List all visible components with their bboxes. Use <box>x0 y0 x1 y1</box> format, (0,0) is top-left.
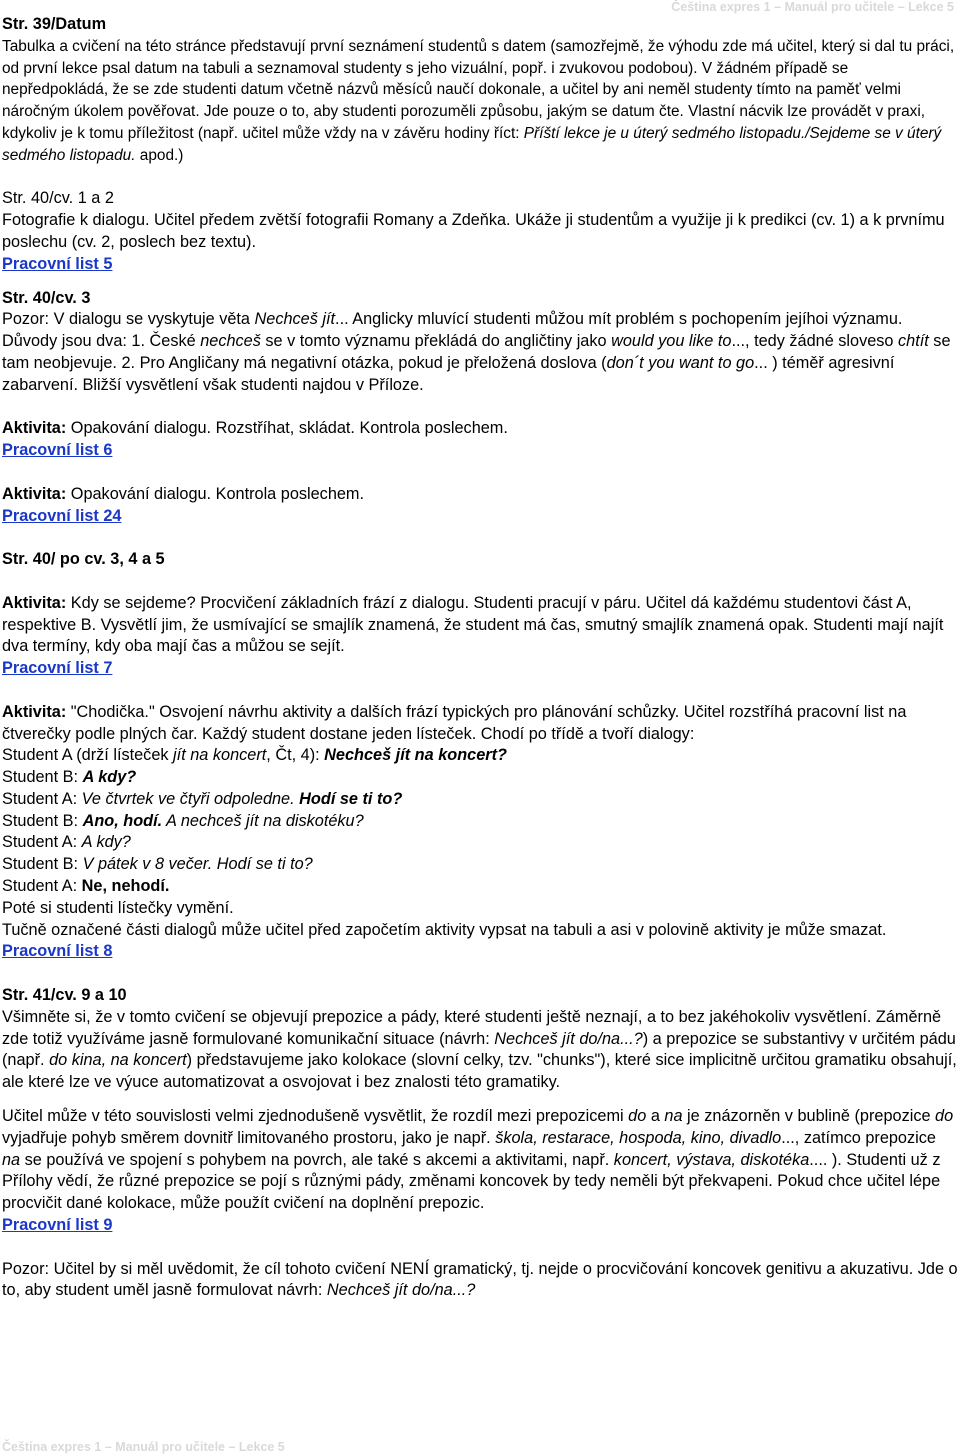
worksheet-link-9[interactable]: Pracovní list 9 <box>2 1216 113 1235</box>
paragraph-board: Tučně označené části dialogů může učitel před započetím aktivity vypsat na tabuli a asi v polovině aktivity je může smazat. <box>2 920 887 939</box>
paragraph-date: Tabulka a cvičení na této stránce představují první seznámení studentů s datem (samozřejmě, že výhodu zde má učitel, který si dal tu práci, od první lekce psal datum na tabuli a seznamoval studenty s jeho vizuální, popř. i zvukovou podobou). V žádném případě se nepředpokládá, že se zde studenti datum včetně názvů měsíců naučí dokonale, a učitel by ani neměl studenty tímto na paměť velmi náročným úkolem pověřovat. Jde pouze o to, aby studenti porozuměli způsobu, jakým se datum čte. Vlastní nácvik lze provádět v praxi, kdykoliv je k tomu příležitost (např. učitel může vždy na v závěru hodiny říct: Příští lekce je u úterý sedmého listopadu./Sejdeme se v úterý sedmého listopadu. apod.) <box>2 37 955 164</box>
dialog-line: Student A (drží lísteček jít na koncert, Čt, 4): Nechceš jít na koncert? <box>2 746 507 765</box>
worksheet-link-6[interactable]: Pracovní list 6 <box>2 441 113 460</box>
dialog-line: Student B: V pátek v 8 večer. Hodí se ti to? <box>2 855 313 874</box>
section-heading-date: Str. 39/Datum <box>2 15 107 33</box>
activity-repeat-cut: Aktivita: Opakování dialogu. Rozstříhat, skládat. Kontrola poslechem. <box>2 419 508 438</box>
running-header: Čeština expres 1 – Manuál pro učitele – Lekce 5 <box>671 0 954 14</box>
section-heading-ex-1-2: Str. 40/cv. 1 a 2 <box>2 189 114 208</box>
activity-meeting: Aktivita: Kdy se sejdeme? Procvičení základních frází z dialogu. Studenti pracují v páru. Učitel dá každému studentovi část A, respektive B. Vysvětlí jim, že usmívající se smajlík znamená, že student má čas, smutný smajlík znamená opak. Studenti mají najít dva termíny, kdy oba mají čas a můžou se sejít. <box>2 593 944 656</box>
paragraph-do-na: Učitel může v této souvislosti velmi zjednodušeně vysvětlit, že rozdíl mezi prepozicemi do a na je znázorněn v bublině (prepozice do vyjadřuje pohyb směrem dovnitř limitovaného prostoru, jako je např. škola, restarace, hospoda, kino, divadlo..., zatímco prepozice na se používá ve spojení s pohybem na povrch, ale také s akcemi a aktivitami, např. koncert, výstava, diskotéka.... ). Studenti už z Přílohy vědí, že různé prepozice se pojí s různými pády, změnami koncovek by tedy neměli být překvapeni. Pokud chce učitel lépe procvičit dané kolokace, může použít cvičení na doplnění prepozic. <box>2 1107 954 1213</box>
activity-chodicka: Aktivita: "Chodička." Osvojení návrhu aktivity a dalších frází typických pro plánování schůzky. Učitel rozstříhá pracovní list na čtverečky podle plných čar. Každý student dostane jeden lísteček. Chodí po třídě a tvoří dialogy: <box>2 702 907 743</box>
page-content <box>2 14 958 1302</box>
paragraph-warning: Pozor: Učitel by si měl uvědomit, že cíl tohoto cvičení NENÍ gramatický, tj. nejde o procvičování koncovek genitivu a akuzativu. Jde o to, aby student uměl jasně formulovat návrh: Nechceš jít do/na...? <box>2 1259 958 1300</box>
worksheet-link-24[interactable]: Pracovní list 24 <box>2 506 122 525</box>
activity-repeat-listen: Aktivita: Opakování dialogu. Kontrola poslechem. <box>2 484 365 503</box>
section-heading-ex-9-10: Str. 41/cv. 9 a 10 <box>2 986 127 1005</box>
paragraph-exchange: Poté si studenti lístečky vymění. <box>2 898 234 917</box>
paragraph-prepositions: Všimněte si, že v tomto cvičení se objevují prepozice a pády, které studenti ještě neznají, a to bez jakéhokoliv vysvětlení. Záměrně zde totiž využíváme jasně formulované komunikační situace (návrh: Nechceš jít do/na...?) a prepozice se substantivy v určitém pádu (např. do kina, na koncert) představujeme jako kolokace (slovní celky, tzv. "chunks"), které sice implicitně určitou gramatiku obsahují, ale které lze ve výuce automatizovat a osvojovat i bez znalosti této gramatiky. <box>2 1007 957 1092</box>
paragraph-photo: Fotografie k dialogu. Učitel předem zvětší fotografii Romany a Zdeňka. Ukáže ji studentům a využije ji k predikci (cv. 1) a k prvnímu poslechu (cv. 2, poslech bez textu). <box>2 211 945 251</box>
dialog-line: Student A: Ne, nehodí. <box>2 877 170 896</box>
dialog-line: Student B: Ano, hodí. A nechceš jít na diskotéku? <box>2 811 364 830</box>
section-heading-ex-3: Str. 40/cv. 3 <box>2 288 91 307</box>
section-heading-after-ex-3: Str. 40/ po cv. 3, 4 a 5 <box>2 550 165 569</box>
dialog-line: Student B: A kdy? <box>2 768 137 787</box>
worksheet-link-5[interactable]: Pracovní list 5 <box>2 254 113 273</box>
dialog-line: Student A: Ve čtvrtek ve čtyři odpoledne. Hodí se ti to? <box>2 789 403 808</box>
dialog-line: Student A: A kdy? <box>2 833 131 852</box>
worksheet-link-8[interactable]: Pracovní list 8 <box>2 942 113 961</box>
running-footer: Čeština expres 1 – Manuál pro učitele – Lekce 5 <box>2 1440 285 1454</box>
paragraph-nechces: Pozor: V dialogu se vyskytuje věta Nechceš jít... Anglicky mluvící studenti můžou mít problém s pochopením jejíhoi významu. Důvody jsou dva: 1. České nechceš se v tomto významu překládá do angličtiny jako would you like to..., tedy žádné sloveso chtít se tam neobjevuje. 2. Pro Angličany má negativní otázka, pokud je přeložená doslova (don´t you want to go... ) téměř agresivní zabarvení. Bližší vysvětlení však studenti najdou v Příloze. <box>2 310 951 394</box>
worksheet-link-7[interactable]: Pracovní list 7 <box>2 659 113 678</box>
